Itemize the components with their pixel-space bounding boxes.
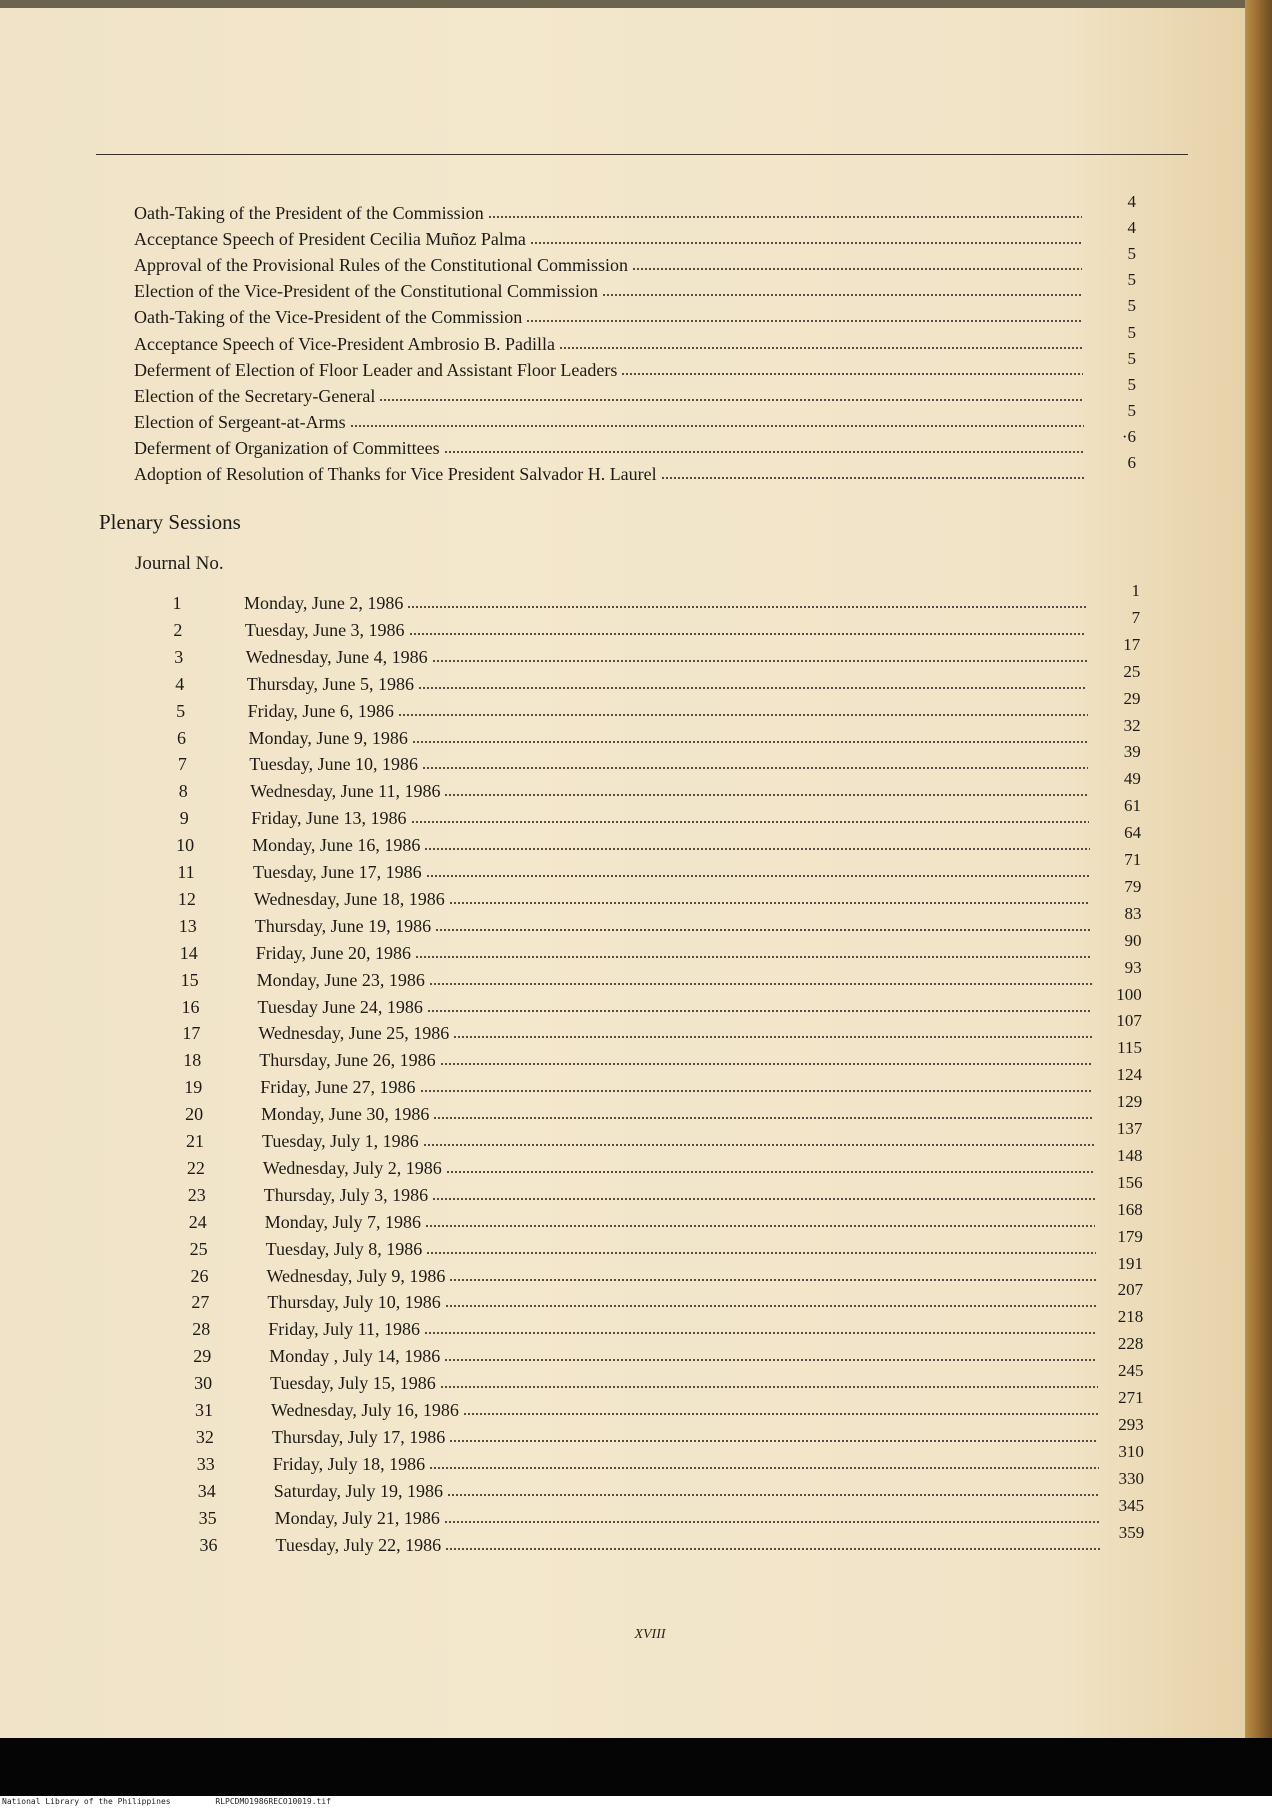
dot-leader: [444, 450, 1084, 454]
journal-page: 49: [1123, 769, 1141, 789]
toc-entry: [134, 202, 1086, 224]
journal-date: Tuesday June 24, 1986: [257, 996, 423, 1017]
journal-number: 14: [179, 942, 198, 963]
journal-date: Monday, June 23, 1986: [256, 969, 425, 990]
journal-number: 8: [178, 781, 188, 802]
dot-leader: [427, 1009, 1092, 1013]
dot-leader: [426, 874, 1090, 878]
journal-page: 7: [1131, 607, 1141, 627]
dot-leader: [632, 267, 1082, 271]
journal-page: 29: [1123, 688, 1141, 708]
journal-date: Tuesday, July 22, 1986: [275, 1534, 442, 1555]
toc-entry-page: 5: [1127, 296, 1136, 316]
journal-page: 115: [1117, 1038, 1143, 1058]
toc-entry: [134, 385, 1087, 407]
journal-number: 27: [191, 1292, 210, 1313]
toc-entry-title: Acceptance Speech of President Cecilia Muñoz Palma: [134, 229, 526, 250]
journal-number: 12: [177, 888, 196, 909]
journal-date: Monday, July 21, 1986: [274, 1507, 440, 1528]
journal-number: 11: [177, 862, 195, 882]
journal-date: Friday, June 20, 1986: [255, 942, 412, 963]
journal-entry: [182, 1184, 1099, 1206]
dot-leader: [445, 1304, 1097, 1308]
journal-date: Thursday, June 19, 1986: [254, 915, 432, 936]
dot-leader: [444, 1358, 1097, 1362]
toc-entry-title: Deferment of Organization of Committees: [134, 437, 440, 458]
journal-page: 17: [1123, 634, 1141, 654]
journal-entry: [175, 969, 1096, 991]
journal-entry: [178, 1076, 1097, 1098]
section-heading: Plenary Sessions: [99, 510, 241, 534]
journal-page: 156: [1117, 1172, 1143, 1192]
dot-leader: [407, 605, 1086, 609]
toc-entry: [134, 280, 1087, 302]
dot-leader: [409, 632, 1087, 636]
dot-leader: [432, 659, 1087, 663]
dot-leader: [420, 1089, 1094, 1093]
journal-entry: [167, 727, 1093, 749]
journal-number: 13: [178, 915, 197, 936]
journal-number: 17: [182, 1023, 201, 1044]
journal-date: Friday, June 6, 1986: [247, 700, 394, 721]
journal-entry: [192, 1480, 1104, 1502]
journal-date: Tuesday, June 3, 1986: [244, 619, 405, 640]
journal-page: 191: [1117, 1253, 1143, 1273]
header-rule: [96, 154, 1188, 155]
dot-leader: [602, 293, 1083, 297]
journal-entry: [179, 1103, 1098, 1125]
journal-page: 137: [1116, 1119, 1143, 1138]
journal-entry: [190, 1426, 1103, 1448]
journal-page: 271: [1118, 1388, 1144, 1407]
toc-entry-title: Deferment of Election of Floor Leader and Assistant Floor Leaders: [134, 359, 618, 380]
journal-date: Thursday, July 3, 1986: [263, 1184, 429, 1205]
journal-number: 18: [183, 1050, 202, 1071]
journal-page: 345: [1118, 1495, 1145, 1515]
scan-caption-file: RLPCDMO1986RECO10019.tif: [215, 1797, 331, 1806]
journal-number: 25: [189, 1238, 208, 1259]
page-folio: XVIII: [634, 1627, 666, 1642]
journal-page: 330: [1118, 1468, 1144, 1488]
journal-number: 7: [177, 754, 187, 775]
journal-page: 107: [1116, 1011, 1142, 1031]
journal-page: 245: [1117, 1361, 1144, 1381]
journal-entry: [173, 915, 1095, 937]
dot-leader: [661, 476, 1084, 480]
journal-page: 25: [1123, 661, 1141, 681]
toc-entry: [134, 437, 1088, 459]
toc-entry-page: 5: [1127, 400, 1136, 420]
toc-entry: [134, 333, 1087, 355]
toc-entry-page: 5: [1127, 270, 1136, 290]
dot-leader: [435, 928, 1091, 932]
dot-leader: [412, 740, 1088, 744]
journal-date: Tuesday, July 1, 1986: [262, 1131, 419, 1151]
dot-leader: [398, 713, 1088, 717]
dot-leader: [415, 955, 1091, 959]
journal-entry: [186, 1318, 1101, 1340]
journal-page: 228: [1117, 1334, 1144, 1354]
journal-date: Wednesday, July 16, 1986: [271, 1400, 459, 1420]
journal-entry: [170, 834, 1094, 856]
journal-date: Wednesday, June 4, 1986: [245, 646, 428, 667]
dot-leader: [423, 1143, 1094, 1147]
journal-page: 83: [1124, 903, 1142, 923]
journal-date: Thursday, June 5, 1986: [246, 673, 414, 694]
journal-entry: [177, 1049, 1097, 1071]
journal-entry: [187, 1345, 1101, 1367]
journal-label: Journal No.: [135, 553, 224, 574]
dot-leader: [350, 424, 1084, 428]
journal-number: 6: [177, 727, 186, 748]
journal-date: Friday, July 18, 1986: [272, 1453, 426, 1474]
dot-leader: [449, 1278, 1096, 1282]
journal-page: 148: [1117, 1145, 1143, 1165]
journal-number: 32: [195, 1426, 214, 1447]
journal-page: 100: [1116, 984, 1142, 1004]
dot-leader: [526, 319, 1083, 323]
journal-number: 36: [199, 1534, 218, 1555]
journal-date: Thursday, July 17, 1986: [271, 1426, 446, 1447]
journal-number: 5: [176, 700, 186, 721]
toc-entry: [134, 463, 1088, 485]
journal-number: 1: [172, 593, 182, 613]
toc-entry-page: 4: [1127, 192, 1136, 211]
journal-entry: [165, 673, 1092, 695]
dot-leader: [463, 1412, 1098, 1416]
toc-entry-title: Adoption of Resolution of Thanks for Vice President Salvador H. Laurel: [134, 464, 657, 484]
dot-leader: [411, 820, 1090, 824]
journal-entry: [166, 700, 1092, 722]
toc-entry-page: 5: [1127, 374, 1136, 394]
journal-page: 129: [1116, 1092, 1143, 1112]
dot-leader: [449, 1439, 1098, 1443]
dot-leader: [433, 1116, 1093, 1120]
dot-leader: [444, 793, 1088, 797]
journal-entry: [174, 942, 1096, 964]
journal-entry: [183, 1211, 1100, 1233]
journal-date: Monday, June 2, 1986: [244, 593, 404, 613]
journal-entry: [169, 807, 1093, 829]
toc-entry-title: Election of Sergeant-at-Arms: [134, 411, 346, 432]
journal-date: Tuesday, July 15, 1986: [270, 1373, 436, 1394]
journal-number: 28: [192, 1319, 211, 1340]
dot-leader: [449, 901, 1091, 905]
journal-date: Monday, June 30, 1986: [261, 1104, 430, 1125]
scan-caption-source: National Library of the Philippines: [2, 1797, 171, 1806]
dot-leader: [418, 686, 1087, 690]
journal-number: 16: [181, 996, 200, 1017]
journal-page: 32: [1123, 715, 1141, 735]
journal-page: 207: [1117, 1280, 1144, 1300]
toc-entry-title: Acceptance Speech of Vice-President Ambrosio B. Padilla: [134, 333, 555, 354]
toc-entry-page: 6: [1127, 453, 1136, 472]
toc-entry-page: 5: [1127, 244, 1136, 264]
journal-entry: [191, 1453, 1103, 1475]
toc-entry: [134, 306, 1087, 328]
journal-page: 93: [1124, 957, 1142, 977]
journal-page: 359: [1118, 1522, 1145, 1542]
journal-number: 33: [196, 1453, 215, 1474]
journal-number: 21: [186, 1131, 204, 1151]
dot-leader: [440, 1385, 1098, 1389]
dot-leader: [444, 1520, 1100, 1524]
journal-date: Saturday, July 19, 1986: [273, 1480, 444, 1501]
journal-entry: [181, 1157, 1099, 1179]
journal-page: 293: [1118, 1414, 1144, 1434]
journal-number: 29: [193, 1346, 212, 1367]
journal-date: Monday, July 7, 1986: [264, 1211, 422, 1232]
journal-number: 24: [188, 1211, 207, 1232]
journal-entry: [168, 780, 1093, 802]
toc-entry-title: Approval of the Provisional Rules of the Constitutional Commission: [134, 255, 628, 276]
journal-number: 2: [173, 619, 183, 640]
dot-leader: [426, 1251, 1095, 1255]
journal-page: 168: [1117, 1199, 1143, 1219]
journal-entry: [189, 1399, 1102, 1421]
journal-entry: [193, 1507, 1104, 1529]
journal-entry: [172, 888, 1095, 910]
toc-entry-title: Oath-Taking of the President of the Commission: [134, 203, 484, 223]
journal-entry: [188, 1372, 1102, 1394]
toc-entry-page: 5: [1127, 322, 1136, 342]
journal-date: Wednesday, June 11, 1986: [250, 781, 441, 802]
journal-number: 9: [179, 808, 189, 829]
toc-entry: [134, 228, 1086, 250]
dot-leader: [424, 847, 1089, 851]
journal-number: 31: [195, 1400, 213, 1420]
scan-border: [0, 1738, 1272, 1796]
dot-leader: [432, 1197, 1095, 1201]
journal-entry: [164, 646, 1091, 668]
journal-number: 30: [194, 1373, 213, 1394]
journal-date: Tuesday, July 8, 1986: [265, 1238, 423, 1259]
book-gutter: [1245, 0, 1272, 1738]
top-edge: [0, 0, 1245, 8]
journal-number: 34: [197, 1480, 216, 1501]
dot-leader: [425, 1224, 1095, 1228]
journal-number: 22: [186, 1157, 205, 1178]
journal-date: Wednesday, June 25, 1986: [258, 1023, 450, 1044]
journal-entry: [184, 1238, 1100, 1260]
dot-leader: [559, 346, 1083, 350]
journal-entry: [163, 619, 1091, 641]
dot-leader: [424, 1331, 1097, 1335]
dot-leader: [488, 215, 1082, 219]
dot-leader: [379, 398, 1083, 402]
toc-entry-title: Election of the Secretary-General: [134, 385, 376, 406]
journal-number: 4: [175, 673, 185, 694]
journal-entry: [176, 1022, 1096, 1044]
journal-page: 310: [1118, 1441, 1144, 1461]
scan-caption: [0, 1796, 1272, 1808]
dot-leader: [530, 241, 1082, 245]
journal-number: 10: [176, 835, 195, 856]
toc-entry-page: ·6: [1121, 426, 1136, 446]
dot-leader: [621, 372, 1083, 376]
journal-page: 218: [1117, 1307, 1144, 1327]
journal-date: Tuesday, June 10, 1986: [249, 754, 419, 775]
journal-date: Monday, June 16, 1986: [252, 835, 421, 856]
journal-page: 39: [1123, 742, 1141, 762]
journal-date: Wednesday, June 18, 1986: [253, 888, 445, 909]
journal-date: Friday, June 27, 1986: [260, 1077, 416, 1098]
toc-entry: [134, 359, 1087, 381]
toc-entry-page: 4: [1127, 218, 1136, 238]
journal-date: Tuesday, June 17, 1986: [253, 862, 422, 882]
journal-entry: [194, 1534, 1105, 1556]
journal-date: Wednesday, July 2, 1986: [262, 1157, 442, 1178]
journal-page: 124: [1116, 1065, 1143, 1085]
dot-leader: [445, 1547, 1100, 1551]
dot-leader: [440, 1062, 1093, 1066]
journal-number: 20: [185, 1104, 204, 1125]
dot-leader: [429, 1466, 1099, 1470]
journal-date: Friday, July 11, 1986: [268, 1319, 420, 1340]
journal-entry: [162, 592, 1090, 614]
dot-leader: [429, 982, 1092, 986]
journal-page: 64: [1124, 823, 1142, 843]
journal-date: Monday , July 14, 1986: [269, 1346, 441, 1367]
journal-entry: [171, 861, 1094, 883]
journal-entry: [185, 1265, 1101, 1287]
journal-entry: [167, 753, 1092, 775]
dot-leader: [453, 1035, 1092, 1039]
journal-number: 23: [187, 1184, 206, 1205]
toc-entry-page: 5: [1127, 348, 1136, 368]
journal-date: Wednesday, July 9, 1986: [266, 1265, 446, 1286]
journal-number: 26: [190, 1265, 209, 1286]
journal-date: Friday, June 13, 1986: [251, 808, 407, 829]
journal-date: Thursday, July 10, 1986: [267, 1292, 441, 1313]
dot-leader: [422, 766, 1088, 770]
journal-page: 79: [1124, 876, 1142, 896]
journal-date: Thursday, June 26, 1986: [259, 1050, 436, 1071]
journal-number: 15: [180, 969, 199, 990]
dot-leader: [446, 1170, 1095, 1174]
journal-entry: [185, 1291, 1100, 1313]
journal-page: 90: [1124, 930, 1142, 950]
toc-entry: [134, 254, 1086, 276]
journal-entry: [176, 996, 1097, 1018]
journal-page: 71: [1124, 850, 1142, 869]
toc-entry-title: Oath-Taking of the Vice-President of the Commission: [134, 307, 523, 328]
journal-number: 19: [184, 1077, 203, 1098]
journal-page: 61: [1123, 796, 1141, 816]
journal-date: Monday, June 9, 1986: [248, 727, 408, 748]
journal-number: 3: [174, 646, 184, 667]
journal-number: 35: [198, 1507, 217, 1528]
journal-page: 179: [1117, 1226, 1143, 1246]
journal-page: 1: [1131, 581, 1140, 600]
toc-entry: [134, 411, 1088, 433]
dot-leader: [447, 1493, 1099, 1497]
toc-entry-title: Election of the Vice-President of the Constitutional Commission: [134, 281, 599, 302]
journal-entry: [180, 1130, 1098, 1152]
